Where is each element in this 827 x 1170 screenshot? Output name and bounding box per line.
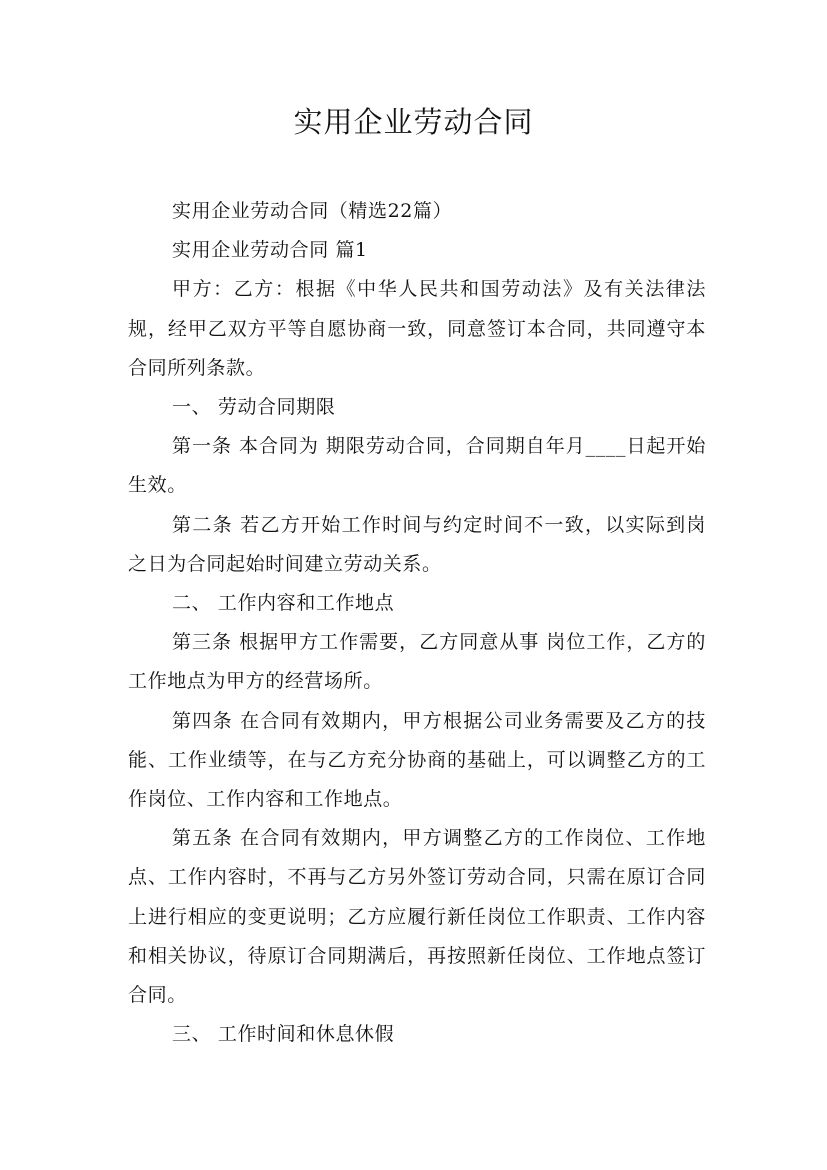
section-heading-work-content: 二、 工作内容和工作地点: [172, 592, 395, 615]
subtitle-paragraph: 实用企业劳动合同（精选22篇）: [172, 200, 453, 222]
article-label-paragraph: 实用企业劳动合同 篇1: [172, 239, 368, 262]
document-title: 实用企业劳动合同: [293, 105, 534, 139]
clause-paragraph-3: 第三条 根据甲方工作需要，乙方同意从事 岗位工作，乙方的工作地点为甲方的经营场所。: [128, 631, 706, 693]
section-heading-term: 一、 劳动合同期限: [172, 396, 336, 419]
clause-paragraph-1: 第一条 本合同为 期限劳动合同，合同期自年月____日起开始生效。: [128, 435, 706, 497]
section-heading-working-hours: 三、 工作时间和休息休假: [172, 1023, 395, 1046]
clause-paragraph-2: 第二条 若乙方开始工作时间与约定时间不一致，以实际到岗之日为合同起始时间建立劳动关系。: [128, 513, 706, 575]
clause-paragraph-4: 第四条 在合同有效期内，甲方根据公司业务需要及乙方的技能、工作业绩等，在与乙方充分协商的基础上，可以调整乙方的工作岗位、工作内容和工作地点。: [128, 709, 706, 811]
clause-paragraph-5: 第五条 在合同有效期内，甲方调整乙方的工作岗位、工作地点、工作内容时，不再与乙方另外签订劳动合同，只需在原订合同上进行相应的变更说明；乙方应履行新任岗位工作职责、工作内容和相关协议，待原订合同期满后，再按照新任岗位、工作地点签订合同。: [128, 827, 706, 1007]
document-body: [128, 192, 706, 1054]
parties-paragraph: 甲方：乙方：根据《中华人民共和国劳动法》及有关法律法规，经甲乙双方平等自愿协商一致，同意签订本合同，共同遵守本合同所列条款。: [128, 278, 706, 379]
